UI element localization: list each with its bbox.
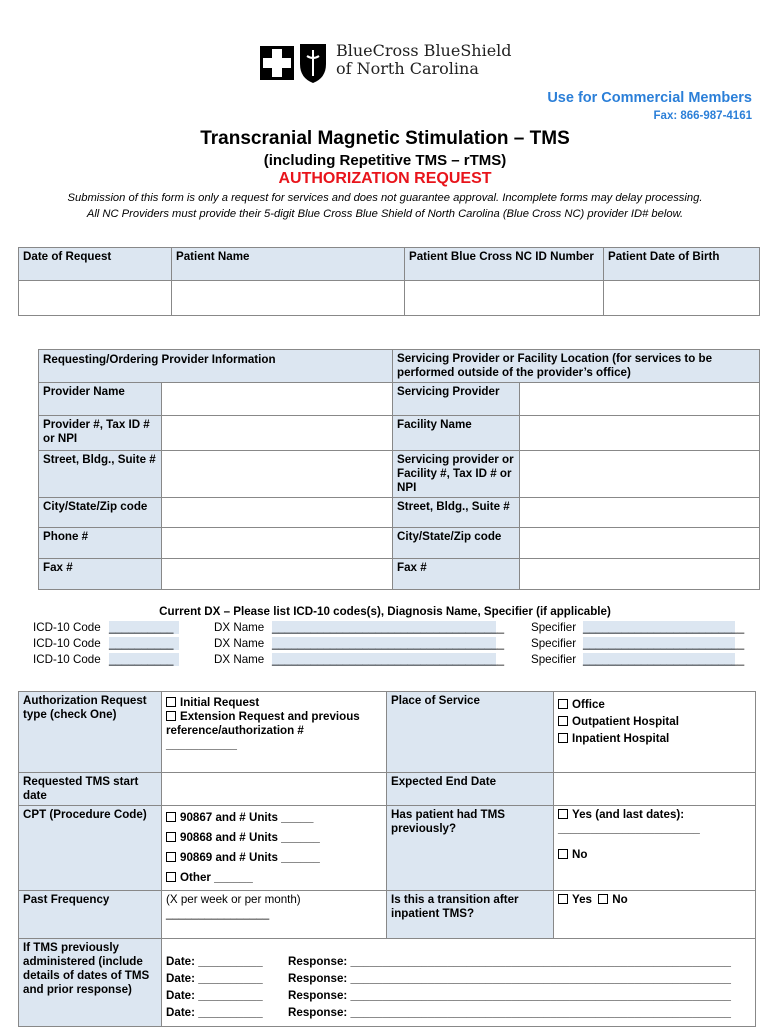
servicing-row-label: Servicing provider or Facility #, Tax ID # or NPI <box>393 451 520 498</box>
logo-line1: BlueCross BlueShield <box>336 41 512 60</box>
icd-label: ICD-10 Code <box>33 621 101 634</box>
had-tms-yes-label: Yes (and last dates): <box>572 808 685 821</box>
inpatient-option[interactable] <box>558 730 751 747</box>
checkbox-icon[interactable] <box>166 872 176 882</box>
start-date-label: Requested TMS start date <box>19 773 162 806</box>
place-of-service-label: Place of Service <box>387 692 554 773</box>
office-label: Office <box>572 698 605 711</box>
page-subtitle: (including Repetitive TMS – rTMS) <box>263 152 507 169</box>
icd-label: ICD-10 Code <box>33 637 101 650</box>
checkbox-icon[interactable] <box>558 894 568 904</box>
cpt-90867-label: 90867 and # Units _____ <box>180 811 314 824</box>
dx-name-label: DX Name <box>214 621 265 634</box>
current-dx-header: Current DX – Please list ICD-10 codes(s), Diagnosis Name, Specifier (if applicable) <box>159 605 611 618</box>
date-field[interactable]: Date: __________ <box>166 955 263 968</box>
patient-id-field[interactable] <box>405 281 604 316</box>
specifier-field[interactable]: _________________________ <box>583 637 745 650</box>
servicing-provider-header: Servicing Provider or Facility Location (for services to be performed outside of the provider’s office) <box>393 350 760 383</box>
cpt-90868-label: 90868 and # Units ______ <box>180 831 320 844</box>
checkbox-icon[interactable] <box>558 849 568 859</box>
date-of-request-field[interactable] <box>19 281 172 316</box>
date-field[interactable]: Date: __________ <box>166 972 263 985</box>
end-date-field[interactable] <box>554 773 756 806</box>
date-field[interactable]: Date: __________ <box>166 1006 263 1019</box>
transition-no-option[interactable] <box>598 893 627 906</box>
start-date-field[interactable] <box>162 773 387 806</box>
response-field[interactable]: Response: ___________________________________________________________ <box>288 989 731 1002</box>
checkbox-icon[interactable] <box>166 711 176 721</box>
frequency-blank[interactable]: ________________ <box>166 907 270 920</box>
provider-row-field[interactable] <box>162 498 393 528</box>
provider-row-field[interactable] <box>162 451 393 498</box>
specifier-field[interactable]: _________________________ <box>583 621 745 634</box>
disclaimer-line1: Submission of this form is only a request for services and does not guarantee approval. Incomplete forms may delay processing. <box>67 192 703 204</box>
extension-ref-blank[interactable]: ___________ <box>166 738 237 751</box>
servicing-row-field[interactable] <box>520 528 760 559</box>
cpt-90869-option[interactable] <box>166 848 382 868</box>
icd-field[interactable]: __________ <box>109 621 179 634</box>
inpatient-label: Inpatient Hospital <box>572 732 670 745</box>
response-field[interactable]: Response: ___________________________________________________________ <box>288 1006 731 1019</box>
provider-row-label: Provider #, Tax ID # or NPI <box>39 416 162 451</box>
provider-row-field[interactable] <box>162 528 393 559</box>
transition-yes-option[interactable] <box>558 893 592 906</box>
patient-name-label: Patient Name <box>172 248 405 281</box>
cpt-90869-label: 90869 and # Units ______ <box>180 851 320 864</box>
disclaimer-line2: All NC Providers must provide their 5-digit Blue Cross Blue Shield of North Carolina (Blue Cross NC) provider ID# below. <box>86 208 684 220</box>
provider-row-label: Street, Bldg., Suite # <box>39 451 162 498</box>
dob-field[interactable] <box>604 281 760 316</box>
patient-name-field[interactable] <box>172 281 405 316</box>
dob-label: Patient Date of Birth <box>604 248 760 281</box>
frequency-hint: (X per week or per month) <box>166 893 301 906</box>
icd-label: ICD-10 Code <box>33 653 101 666</box>
had-tms-label: Has patient had TMS previously? <box>387 806 554 891</box>
servicing-row-field[interactable] <box>520 559 760 590</box>
had-tms-no-label: No <box>572 848 588 861</box>
dx-name-field[interactable]: ____________________________________ <box>272 621 505 634</box>
past-frequency-label: Past Frequency <box>19 891 162 939</box>
fax-number: Fax: 866-987-4161 <box>653 110 752 122</box>
transition-no-label: No <box>612 893 628 906</box>
had-tms-yes-option[interactable] <box>558 808 751 822</box>
request-type-options <box>162 692 387 773</box>
checkbox-icon[interactable] <box>558 716 568 726</box>
specifier-label: Specifier <box>531 653 577 666</box>
had-tms-no-option[interactable] <box>558 848 751 862</box>
checkbox-icon[interactable] <box>558 809 568 819</box>
servicing-row-label: Facility Name <box>393 416 520 451</box>
provider-info-table <box>38 349 760 590</box>
transition-label: Is this a transition after inpatient TMS? <box>387 891 554 939</box>
checkbox-icon[interactable] <box>166 697 176 707</box>
previous-tms-label: If TMS previously administered (include details of dates of TMS and prior response) <box>19 939 162 1027</box>
provider-row-label: Phone # <box>39 528 162 559</box>
provider-row-field[interactable] <box>162 559 393 590</box>
previous-tms-details <box>162 939 756 1027</box>
specifier-field[interactable]: _________________________ <box>583 653 745 666</box>
dx-name-label: DX Name <box>214 653 265 666</box>
checkbox-icon[interactable] <box>598 894 608 904</box>
provider-row-label: Provider Name <box>39 383 162 416</box>
authorization-table <box>18 691 756 1027</box>
specifier-label: Specifier <box>531 637 577 650</box>
icd-field[interactable]: __________ <box>109 653 179 666</box>
cross-shield-icon <box>260 40 330 84</box>
transition-options <box>554 891 756 939</box>
servicing-row-label: Servicing Provider <box>393 383 520 416</box>
cpt-other-label: Other ______ <box>180 871 253 884</box>
servicing-row-label: Fax # <box>393 559 520 590</box>
servicing-row-field[interactable] <box>520 416 760 451</box>
office-option[interactable] <box>558 696 751 713</box>
response-field[interactable]: Response: ___________________________________________________________ <box>288 955 731 968</box>
dx-name-field[interactable]: ____________________________________ <box>272 637 505 650</box>
checkbox-icon[interactable] <box>558 699 568 709</box>
extension-request-option[interactable] <box>166 710 382 738</box>
date-of-request-label: Date of Request <box>19 248 172 281</box>
patient-id-label: Patient Blue Cross NC ID Number <box>405 248 604 281</box>
past-frequency-field[interactable] <box>162 891 387 939</box>
date-field[interactable]: Date: __________ <box>166 989 263 1002</box>
authorization-request-heading: AUTHORIZATION REQUEST <box>278 170 492 187</box>
patient-info-table <box>18 247 760 316</box>
checkbox-icon[interactable] <box>166 852 176 862</box>
commercial-members-label: Use for Commercial Members <box>547 90 752 106</box>
specifier-label: Specifier <box>531 621 577 634</box>
dx-rows <box>33 621 745 669</box>
servicing-row-field[interactable] <box>520 451 760 498</box>
cpt-label: CPT (Procedure Code) <box>19 806 162 891</box>
checkbox-icon[interactable] <box>558 733 568 743</box>
requesting-provider-header: Requesting/Ordering Provider Information <box>39 350 393 383</box>
cpt-other-option[interactable] <box>166 868 382 888</box>
transition-yes-label: Yes <box>572 893 592 906</box>
servicing-row-label: City/State/Zip code <box>393 528 520 559</box>
bcbs-logo <box>260 40 520 84</box>
place-of-service-options <box>554 692 756 773</box>
servicing-row-field[interactable] <box>520 383 760 416</box>
servicing-row-label: Street, Bldg., Suite # <box>393 498 520 528</box>
cpt-90868-option[interactable] <box>166 828 382 848</box>
initial-request-label: Initial Request <box>180 696 260 709</box>
checkbox-icon[interactable] <box>166 832 176 842</box>
last-dates-blank[interactable]: ______________________ <box>558 822 700 835</box>
outpatient-label: Outpatient Hospital <box>572 715 679 728</box>
initial-request-option[interactable] <box>166 696 382 710</box>
outpatient-option[interactable] <box>558 713 751 730</box>
end-date-label: Expected End Date <box>387 773 554 806</box>
icd-field[interactable]: __________ <box>109 637 179 650</box>
cpt-90867-option[interactable] <box>166 808 382 828</box>
logo-line2: of North Carolina <box>336 59 479 78</box>
page-title: Transcranial Magnetic Stimulation – TMS <box>200 128 570 149</box>
dx-name-label: DX Name <box>214 637 265 650</box>
had-tms-options <box>554 806 756 891</box>
provider-row-label: City/State/Zip code <box>39 498 162 528</box>
provider-row-field[interactable] <box>162 383 393 416</box>
servicing-row-field[interactable] <box>520 498 760 528</box>
extension-request-label: Extension Request and previous reference/authorization # <box>166 710 360 737</box>
checkbox-icon[interactable] <box>166 812 176 822</box>
request-type-label: Authorization Request type (check One) <box>19 692 162 773</box>
dx-name-field[interactable]: ____________________________________ <box>272 653 505 666</box>
response-field[interactable]: Response: ___________________________________________________________ <box>288 972 731 985</box>
provider-row-field[interactable] <box>162 416 393 451</box>
cpt-options <box>162 806 387 891</box>
provider-row-label: Fax # <box>39 559 162 590</box>
